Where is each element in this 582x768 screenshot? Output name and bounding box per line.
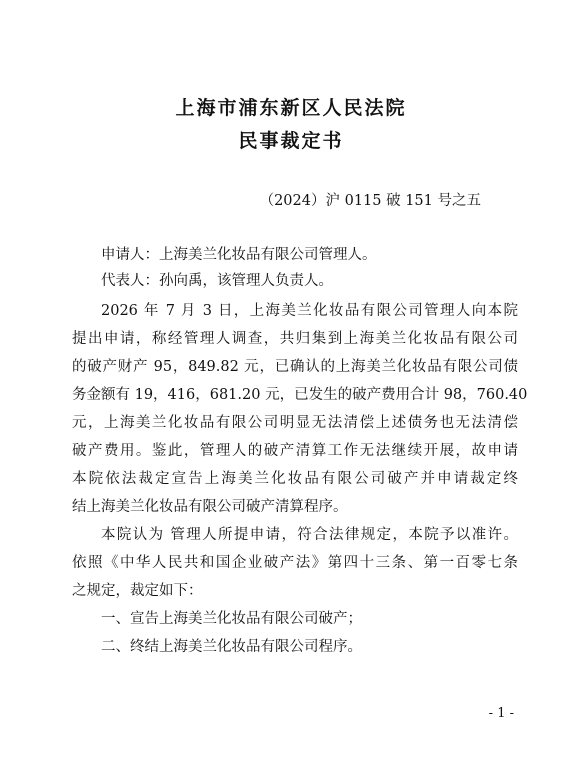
paragraph-1-line-5: 元，上海美兰化妆品有限公司明显无法清偿上述债务也无法清偿 bbox=[72, 415, 518, 431]
paragraph-1-line-1: 2026 年 7 月 3 日，上海美兰化妆品有限公司管理人向本院 bbox=[101, 303, 518, 319]
ruling-item-1: 一、宣告上海美兰化妆品有限公司破产； bbox=[101, 611, 362, 627]
page-number: - 1 - bbox=[488, 706, 514, 721]
paragraph-1-line-4: 务金额有 19，416，681.20 元，已发生的破产费用合计 98，760.40 bbox=[72, 387, 528, 403]
case-number: （2024）沪 0115 破 151 号之五 bbox=[259, 193, 481, 209]
paragraph-1-line-8: 结上海美兰化妆品有限公司破产清算程序。 bbox=[72, 499, 348, 515]
applicant-line: 申请人：上海美兰化妆品有限公司管理人。 bbox=[101, 247, 377, 263]
representative-line: 代表人：孙向禹，该管理人负责人。 bbox=[101, 273, 333, 289]
paragraph-2-line-3: 之规定，裁定如下： bbox=[72, 583, 203, 599]
paragraph-1-line-6: 破产费用。鉴此，管理人的破产清算工作无法继续开展，故申请 bbox=[72, 443, 518, 459]
court-name: 上海市浦东新区人民法院 bbox=[175, 97, 407, 119]
paragraph-1-line-7: 本院依法裁定宣告上海美兰化妆品有限公司破产并申请裁定终 bbox=[72, 471, 518, 487]
paragraph-2-line-1: 本院认为 管理人所提申请，符合法律规定，本院予以准许。 bbox=[101, 527, 518, 543]
paragraph-1-line-3: 的破产财产 95，849.82 元，已确认的上海美兰化妆品有限公司债 bbox=[72, 359, 518, 375]
ruling-item-2: 二、终结上海美兰化妆品有限公司程序。 bbox=[101, 639, 362, 655]
paragraph-2-line-2: 依照《中华人民共和国企业破产法》第四十三条、第一百零七条 bbox=[72, 555, 518, 571]
document-type: 民事裁定书 bbox=[238, 130, 344, 152]
paragraph-1-line-2: 提出申请，称经管理人调查，共归集到上海美兰化妆品有限公司 bbox=[72, 331, 518, 347]
